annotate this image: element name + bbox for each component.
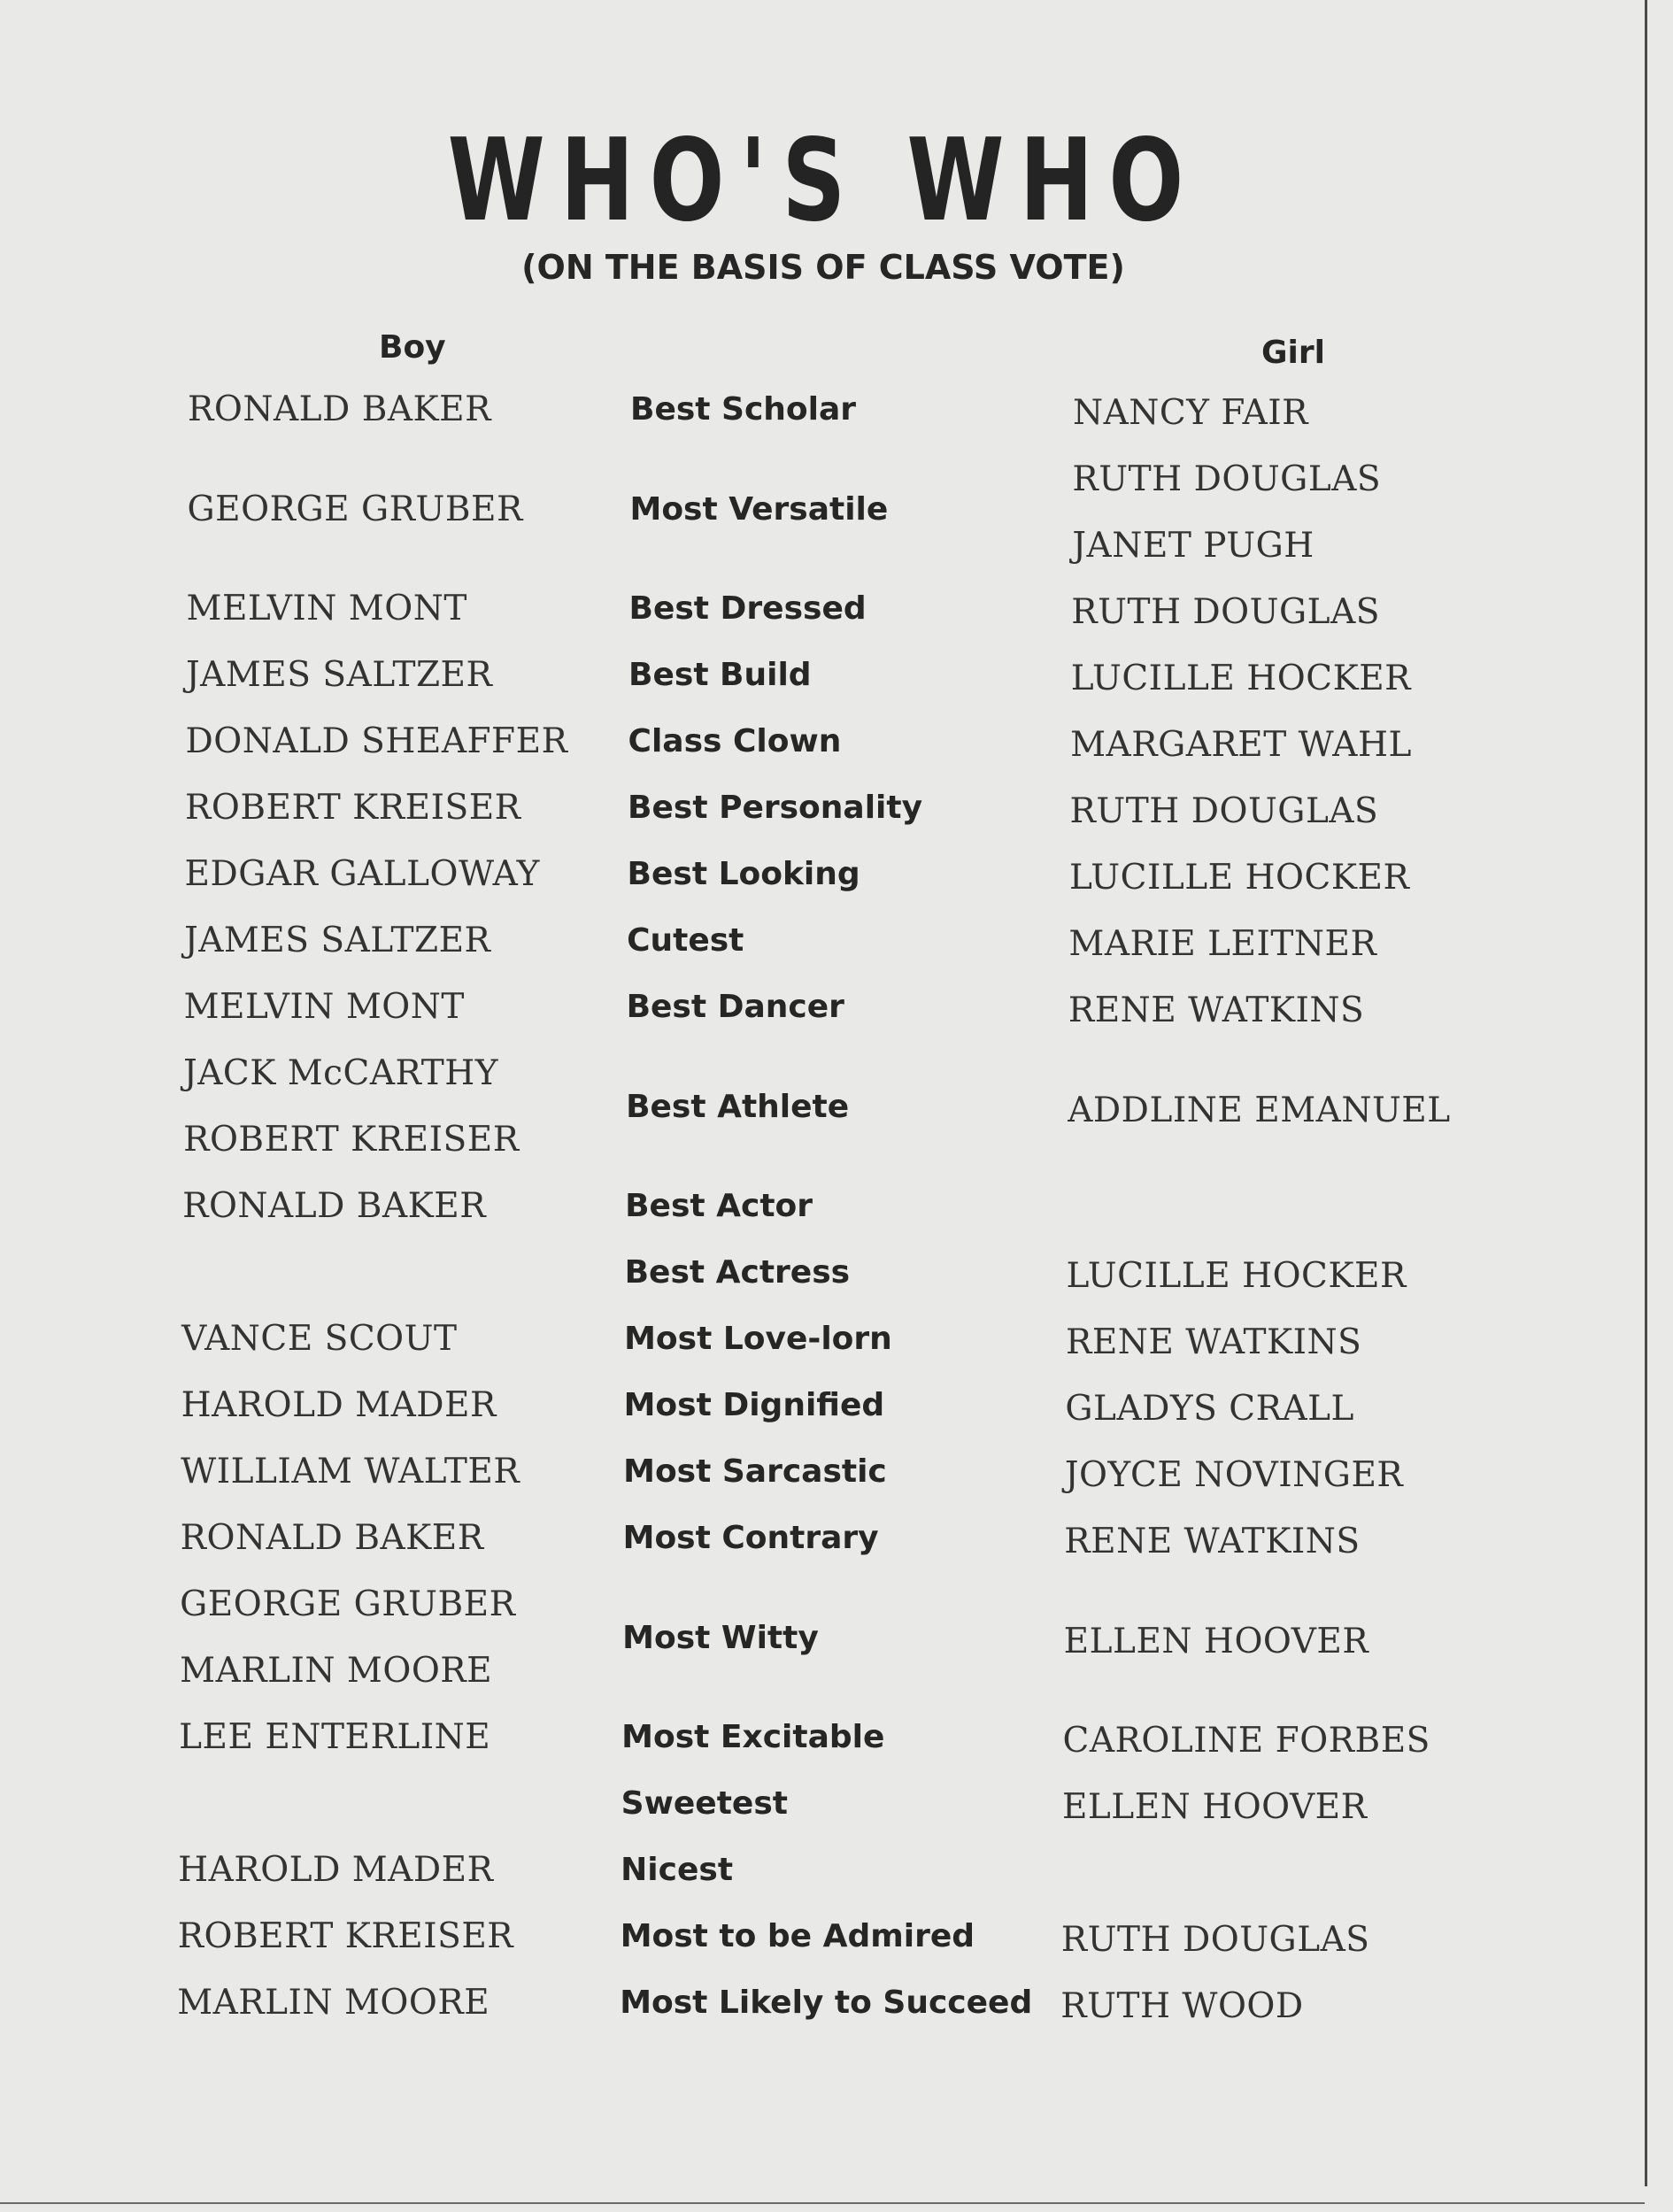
- award-category: Best Build: [628, 657, 812, 693]
- award-category: Most to be Admired: [620, 1918, 975, 1954]
- award-row: [0, 1717, 1646, 1784]
- award-row: [0, 854, 1646, 921]
- award-category: Most Contrary: [622, 1520, 879, 1556]
- page-title: WHO'S WHO: [447, 115, 1199, 247]
- award-category: Best Actor: [625, 1188, 813, 1224]
- boy-name: RONALD BAKER: [180, 1518, 484, 1558]
- girl-name: CAROLINE FORBES: [1062, 1721, 1430, 1761]
- girl-name: ELLEN HOOVER: [1061, 1787, 1368, 1827]
- boy-name: VANCE SCOUT: [181, 1319, 458, 1359]
- award-category: Best Actress: [624, 1254, 851, 1291]
- award-row: [0, 788, 1646, 854]
- boy-name: MELVIN MONT: [186, 589, 467, 628]
- girl-name: GLADYS CRALL: [1065, 1389, 1354, 1429]
- boy-name: ROBERT KREISER: [183, 1120, 520, 1160]
- boy-name: LEE ENTERLINE: [179, 1717, 491, 1757]
- award-category: Class Clown: [628, 723, 842, 759]
- girl-column-header: Girl: [1261, 335, 1325, 371]
- award-row: [0, 1252, 1646, 1319]
- award-category: Most Dignified: [623, 1387, 885, 1423]
- girl-name: LUCILLE HOCKER: [1070, 659, 1412, 698]
- boy-name: MELVIN MONT: [183, 987, 465, 1027]
- award-category: Cutest: [627, 922, 744, 959]
- award-row: [0, 655, 1646, 721]
- girl-name: RUTH WOOD: [1060, 1986, 1304, 2026]
- award-row: [0, 456, 1646, 589]
- award-row: [0, 1584, 1646, 1717]
- boy-name: JAMES SALTZER: [184, 921, 491, 960]
- boy-name: GEORGE GRUBER: [180, 1584, 516, 1624]
- girl-name: RENE WATKINS: [1064, 1522, 1361, 1561]
- award-category: Most Versatile: [629, 490, 889, 528]
- award-row: [0, 1916, 1646, 1983]
- girl-name: MARGARET WAHL: [1070, 725, 1412, 765]
- award-row: [0, 1452, 1646, 1518]
- girl-name: ADDLINE EMANUEL: [1068, 1090, 1451, 1130]
- boy-name: DONALD SHEAFFER: [185, 721, 568, 761]
- boy-name: GEORGE GRUBER: [187, 489, 523, 529]
- award-row: [0, 1053, 1646, 1186]
- award-category: Best Dressed: [628, 590, 867, 627]
- boy-name: HAROLD MADER: [178, 1850, 494, 1890]
- award-category: Best Personality: [628, 790, 923, 826]
- boy-name: WILLIAM WALTER: [181, 1452, 520, 1491]
- award-category: Nicest: [621, 1852, 734, 1888]
- girl-name: LUCILLE HOCKER: [1068, 858, 1410, 898]
- boy-name: RONALD BAKER: [182, 1186, 487, 1226]
- award-row: [0, 1385, 1646, 1452]
- girl-name: MARIE LEITNER: [1068, 924, 1377, 964]
- girl-name: NANCY FAIR: [1073, 393, 1309, 433]
- award-row: [0, 721, 1646, 788]
- award-row: [0, 589, 1646, 655]
- girl-name: RENE WATKINS: [1065, 1322, 1362, 1362]
- award-row: [0, 1983, 1646, 2049]
- award-category: Sweetest: [621, 1785, 788, 1822]
- boy-name: EDGAR GALLOWAY: [184, 854, 540, 894]
- award-category: Most Love-lorn: [624, 1321, 892, 1357]
- girl-name: RENE WATKINS: [1068, 990, 1365, 1030]
- girl-name: ELLEN HOOVER: [1063, 1621, 1369, 1661]
- boy-name: HAROLD MADER: [181, 1385, 497, 1425]
- award-row: [0, 389, 1646, 456]
- award-category: Most Witty: [622, 1619, 819, 1656]
- girl-name: LUCILLE HOCKER: [1066, 1256, 1407, 1296]
- girl-name: JOYCE NOVINGER: [1064, 1455, 1404, 1495]
- boy-name: MARLIN MOORE: [177, 1983, 490, 2023]
- award-category: Best Looking: [627, 856, 860, 892]
- boy-name: ROBERT KREISER: [177, 1916, 514, 1956]
- award-row: [0, 1850, 1646, 1916]
- award-row: [0, 987, 1646, 1053]
- girl-name: JANET PUGH: [1072, 526, 1314, 566]
- boy-name: MARLIN MOORE: [180, 1651, 493, 1691]
- award-row: [0, 1186, 1646, 1252]
- award-category: Best Scholar: [630, 391, 857, 428]
- girl-name: RUTH DOUGLAS: [1069, 791, 1379, 831]
- award-row: [0, 1784, 1646, 1850]
- boy-name: ROBERT KREISER: [185, 788, 521, 828]
- award-row: [0, 1518, 1646, 1584]
- girl-name: RUTH DOUGLAS: [1072, 459, 1382, 499]
- boy-column-header: Boy: [379, 329, 446, 366]
- award-category: Best Dancer: [626, 989, 844, 1025]
- award-row: [0, 1319, 1646, 1385]
- page-subtitle: (ON THE BASIS OF CLASS VOTE): [521, 248, 1125, 287]
- boy-name: JAMES SALTZER: [186, 655, 493, 695]
- girl-name: RUTH DOUGLAS: [1071, 592, 1380, 632]
- page-border-bottom: [0, 2202, 1645, 2204]
- award-category: Most Sarcastic: [623, 1453, 887, 1490]
- award-category: Most Likely to Succeed: [620, 1985, 1033, 2021]
- award-category: Best Athlete: [626, 1088, 850, 1125]
- boy-name: RONALD BAKER: [188, 389, 491, 429]
- girl-name: RUTH DOUGLAS: [1060, 1920, 1370, 1960]
- boy-name: JACK McCARTHY: [183, 1053, 498, 1093]
- award-category: Most Excitable: [621, 1719, 885, 1755]
- award-row: [0, 921, 1646, 987]
